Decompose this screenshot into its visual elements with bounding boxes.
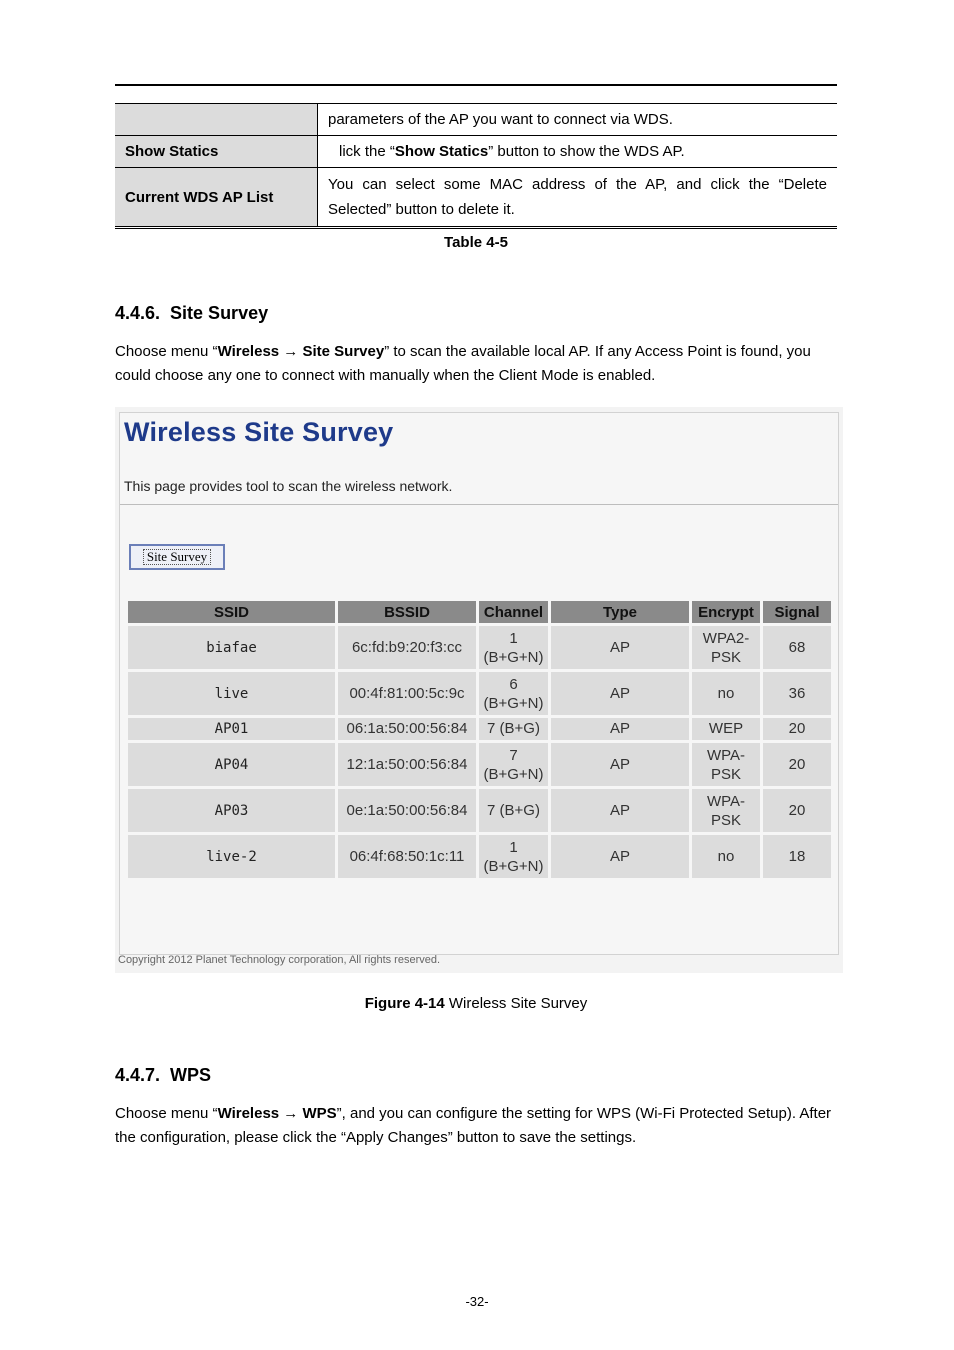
channel-cell: 1 (B+G+N) bbox=[479, 835, 548, 878]
param-description: lick the “Show Statics” button to show the WDS AP. bbox=[318, 136, 838, 168]
table-row bbox=[115, 168, 837, 227]
param-description: parameters of the AP you want to connect via WDS. bbox=[318, 104, 838, 136]
table-row[interactable] bbox=[128, 672, 831, 715]
param-description: You can select some MAC address of the AP, and click the “Delete Selected” button to delete it. bbox=[318, 168, 838, 227]
column-header-ssid: SSID bbox=[128, 601, 335, 623]
encrypt-cell: no bbox=[692, 835, 760, 878]
param-label bbox=[115, 104, 318, 136]
table-row[interactable] bbox=[128, 789, 831, 832]
section-heading-site-survey bbox=[115, 303, 268, 324]
encrypt-cell: WPA2- PSK bbox=[692, 626, 760, 669]
ssid-cell: live bbox=[128, 672, 335, 715]
signal-cell: 20 bbox=[763, 789, 831, 832]
page-title: Wireless Site Survey bbox=[124, 417, 394, 447]
section-heading-wps bbox=[115, 1065, 211, 1086]
table-row[interactable] bbox=[128, 835, 831, 878]
channel-cell: 7 (B+G) bbox=[479, 718, 548, 740]
type-cell: AP bbox=[551, 789, 689, 832]
bssid-cell: 0e:1a:50:00:56:84 bbox=[338, 789, 476, 832]
encrypt-cell: WPA- PSK bbox=[692, 789, 760, 832]
section-title: Site Survey bbox=[170, 303, 269, 323]
divider bbox=[120, 504, 838, 505]
column-header-type: Type bbox=[551, 601, 689, 623]
table-header-row bbox=[128, 601, 831, 623]
copyright-text: Copyright 2012 Planet Technology corporation, All rights reserved. bbox=[118, 954, 441, 966]
column-header-channel: Channel bbox=[479, 601, 548, 623]
table-row bbox=[115, 136, 837, 168]
param-label: Current WDS AP List bbox=[115, 168, 318, 227]
top-rule bbox=[115, 84, 837, 86]
signal-cell: 20 bbox=[763, 743, 831, 786]
page-number: -32- bbox=[465, 1294, 489, 1309]
signal-cell: 18 bbox=[763, 835, 831, 878]
site-survey-paragraph: Choose menu “Wireless → Site Survey” to scan the available local AP. If any Access Point is found, you could choose any one to connect with manually when the Client Mode is enabled. bbox=[115, 343, 811, 384]
encrypt-cell: no bbox=[692, 672, 760, 715]
bssid-cell: 00:4f:81:00:5c:9c bbox=[338, 672, 476, 715]
type-cell: AP bbox=[551, 743, 689, 786]
arrow-right-icon: → bbox=[279, 1105, 303, 1122]
column-header-bssid: BSSID bbox=[338, 601, 476, 623]
site-survey-button[interactable]: Site Survey bbox=[129, 544, 225, 570]
channel-cell: 6 (B+G+N) bbox=[479, 672, 548, 715]
parameter-table bbox=[115, 103, 837, 226]
ssid-cell: AP01 bbox=[128, 718, 335, 740]
signal-cell: 68 bbox=[763, 626, 831, 669]
table-bottom-rule bbox=[115, 226, 837, 229]
table-caption: Table 4-5 bbox=[444, 234, 508, 251]
table-row[interactable] bbox=[128, 718, 831, 740]
site-survey-table bbox=[125, 598, 834, 881]
type-cell: AP bbox=[551, 626, 689, 669]
type-cell: AP bbox=[551, 835, 689, 878]
type-cell: AP bbox=[551, 672, 689, 715]
column-header-encrypt: Encrypt bbox=[692, 601, 760, 623]
table-row bbox=[115, 104, 837, 136]
bssid-cell: 12:1a:50:00:56:84 bbox=[338, 743, 476, 786]
param-label: Show Statics bbox=[115, 136, 318, 168]
survey-panel bbox=[119, 412, 839, 955]
encrypt-cell: WEP bbox=[692, 718, 760, 740]
encrypt-cell: WPA- PSK bbox=[692, 743, 760, 786]
arrow-right-icon: → bbox=[279, 343, 303, 360]
section-number: 4.4.7. bbox=[115, 1065, 161, 1085]
signal-cell: 36 bbox=[763, 672, 831, 715]
section-number: 4.4.6. bbox=[115, 303, 161, 323]
bssid-cell: 06:1a:50:00:56:84 bbox=[338, 718, 476, 740]
signal-cell: 20 bbox=[763, 718, 831, 740]
wireless-site-survey-screenshot bbox=[115, 407, 843, 973]
ssid-cell: AP03 bbox=[128, 789, 335, 832]
bssid-cell: 6c:fd:b9:20:f3:cc bbox=[338, 626, 476, 669]
column-header-signal: Signal bbox=[763, 601, 831, 623]
section-title: WPS bbox=[170, 1065, 212, 1085]
bssid-cell: 06:4f:68:50:1c:11 bbox=[338, 835, 476, 878]
ssid-cell: AP04 bbox=[128, 743, 335, 786]
channel-cell: 7 (B+G+N) bbox=[479, 743, 548, 786]
ssid-cell: biafae bbox=[128, 626, 335, 669]
table-row[interactable] bbox=[128, 743, 831, 786]
page-description: This page provides tool to scan the wireless network. bbox=[124, 478, 453, 494]
channel-cell: 7 (B+G) bbox=[479, 789, 548, 832]
ssid-cell: live-2 bbox=[128, 835, 335, 878]
wps-paragraph: Choose menu “Wireless → WPS”, and you can configure the setting for WPS (Wi-Fi Protected Setup). After the configuration, please click the “Apply Changes” button to save the settings. bbox=[115, 1105, 832, 1146]
table-row[interactable] bbox=[128, 626, 831, 669]
type-cell: AP bbox=[551, 718, 689, 740]
channel-cell: 1 (B+G+N) bbox=[479, 626, 548, 669]
figure-caption: Figure 4-14 Wireless Site Survey bbox=[364, 995, 588, 1012]
